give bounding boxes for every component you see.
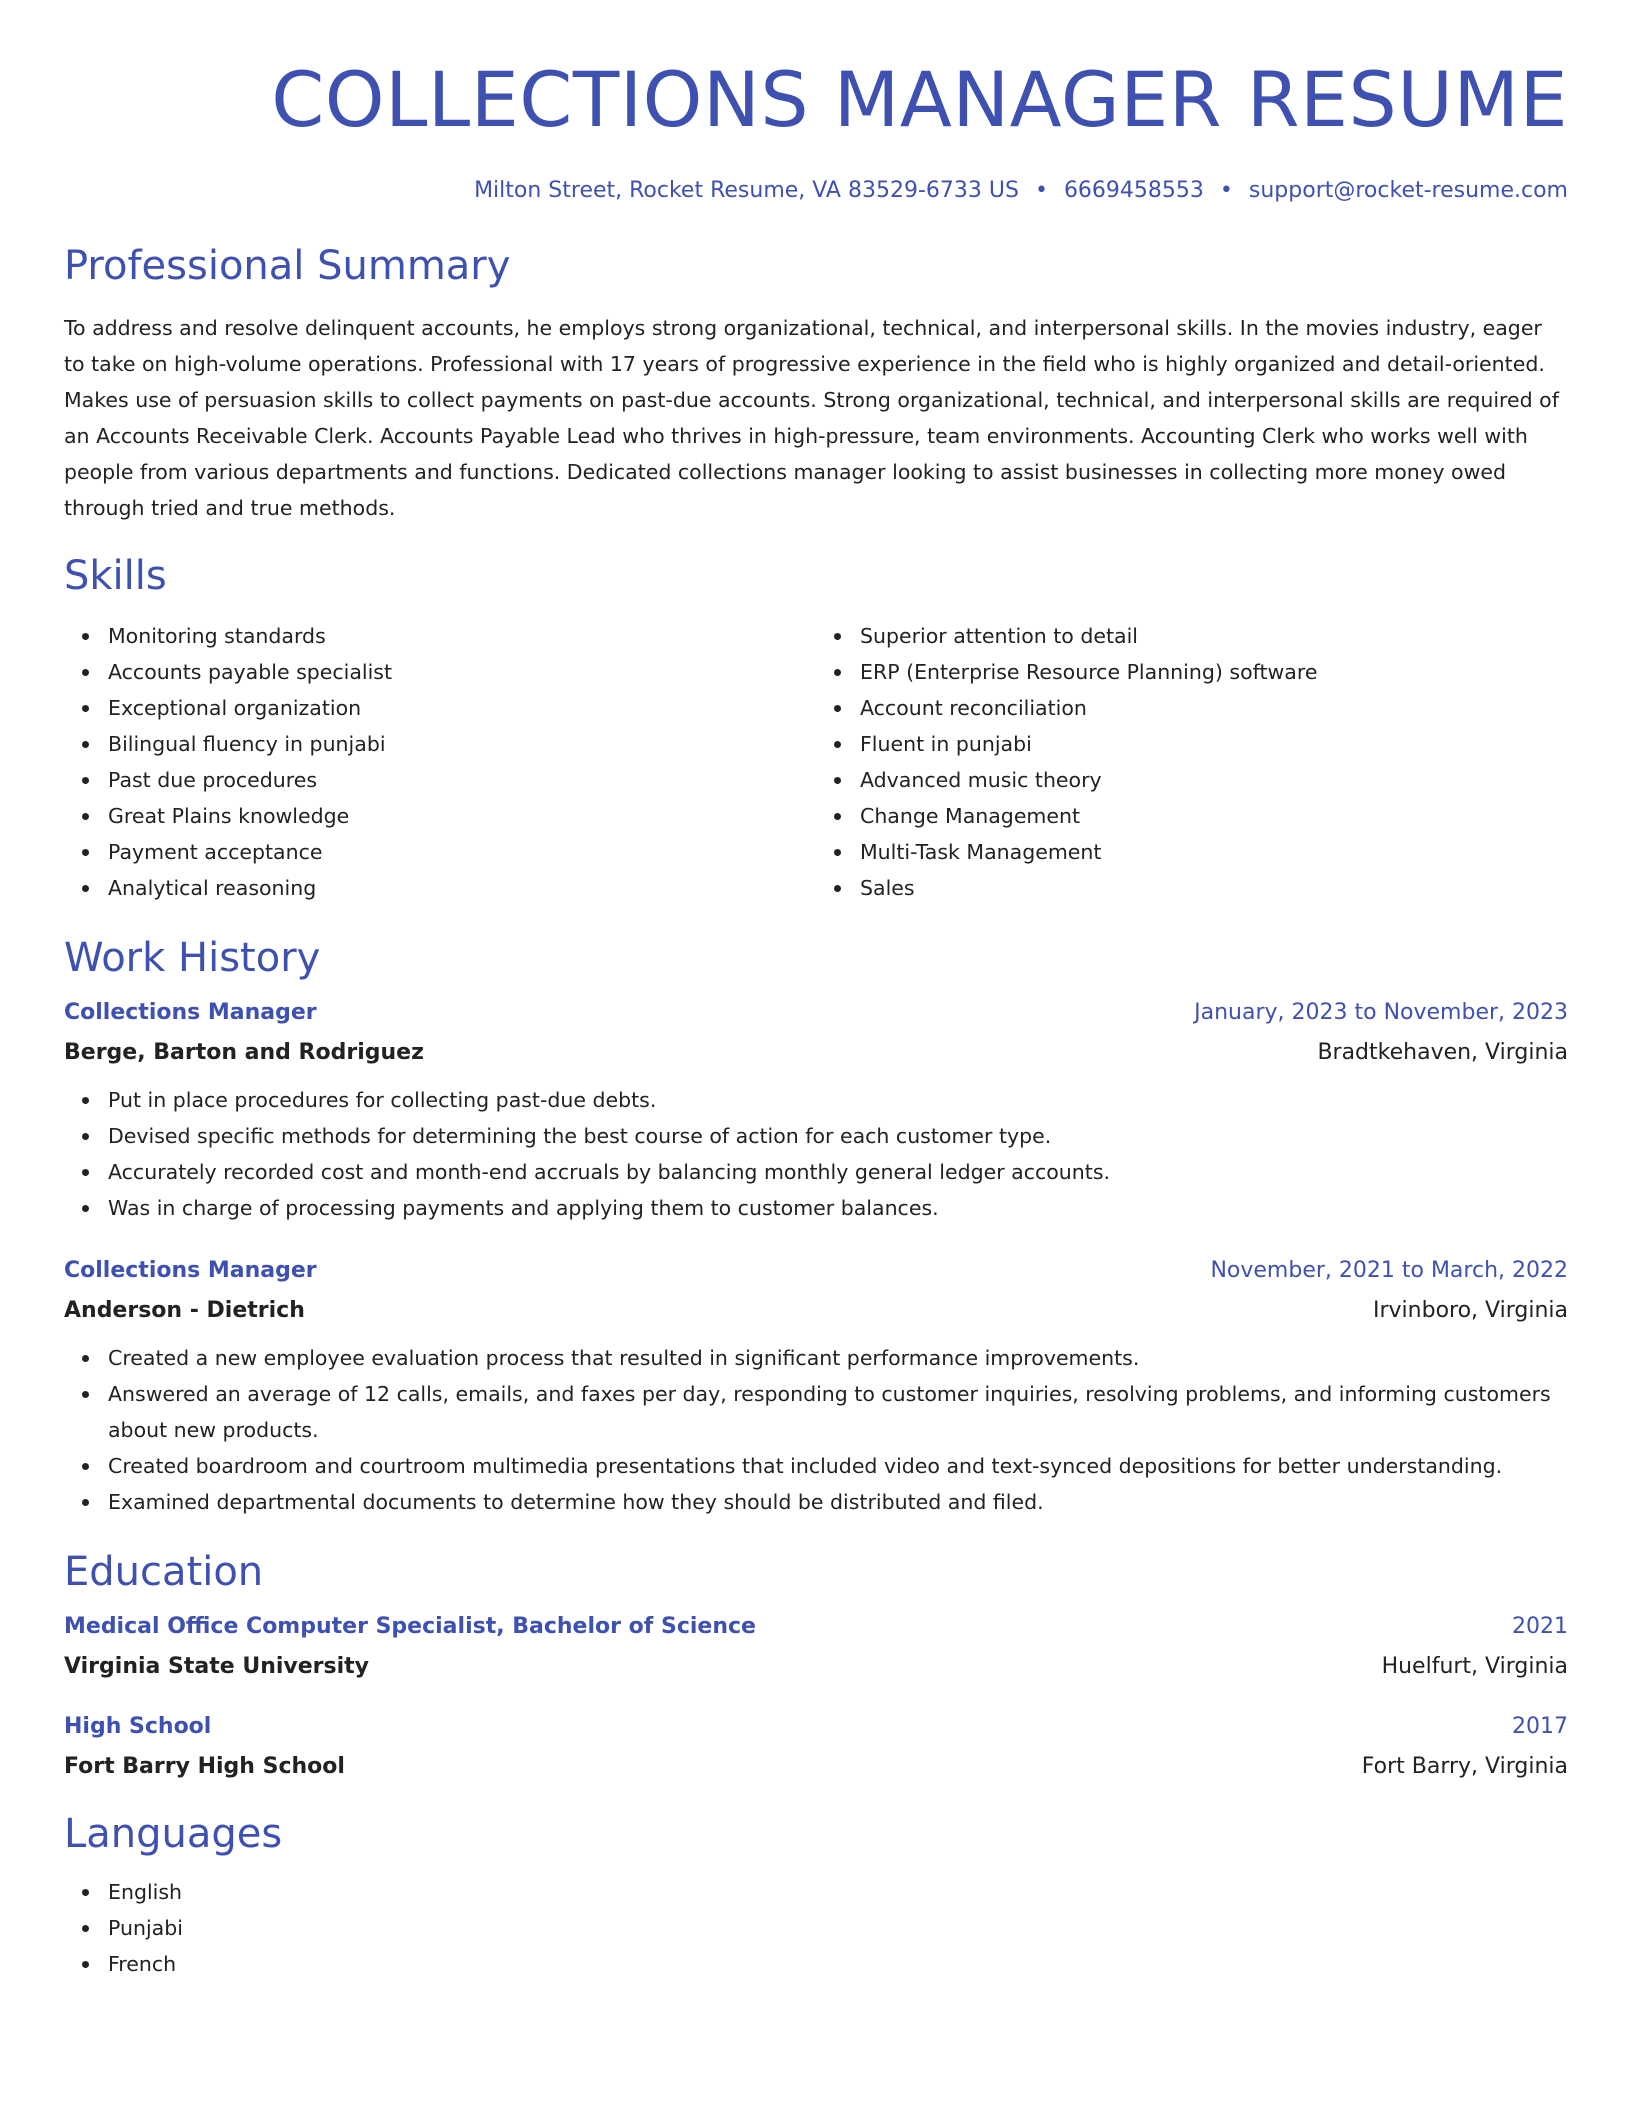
job-entry <box>64 998 1568 1226</box>
education-location: Huelfurt, Virginia <box>1381 1654 1568 1679</box>
language-item: English <box>108 1874 1568 1910</box>
job-dates: January, 2023 to November, 2023 <box>1194 1000 1568 1025</box>
skill-item: Fluent in punjabi <box>860 726 1568 762</box>
skill-item: Superior attention to detail <box>860 618 1568 654</box>
skill-item: Multi-Task Management <box>860 834 1568 870</box>
job-bullet: Accurately recorded cost and month-end accruals by balancing monthly general ledger accounts. <box>108 1154 1568 1190</box>
job-dates: November, 2021 to March, 2022 <box>1210 1258 1568 1283</box>
education-year: 2017 <box>1512 1714 1568 1739</box>
education-entry <box>64 1712 1568 1782</box>
job-bullets <box>64 1082 1568 1226</box>
resume-header <box>64 50 1568 206</box>
skills-columns <box>64 618 1568 906</box>
education-school: Fort Barry High School <box>64 1754 345 1779</box>
education-school-row <box>64 1652 1568 1682</box>
education-school-row <box>64 1752 1568 1782</box>
education-entry <box>64 1612 1568 1682</box>
job-bullet: Was in charge of processing payments and applying them to customer balances. <box>108 1190 1568 1226</box>
languages-list <box>64 1874 1568 1982</box>
skill-item: Monitoring standards <box>108 618 816 654</box>
skill-item: Sales <box>860 870 1568 906</box>
education-year: 2021 <box>1512 1614 1568 1639</box>
job-header-row <box>64 998 1568 1028</box>
skill-item: Bilingual fluency in punjabi <box>108 726 816 762</box>
skill-item: Analytical reasoning <box>108 870 816 906</box>
education-heading: Education <box>64 1549 264 1595</box>
job-header-row <box>64 1256 1568 1286</box>
skill-item: Great Plains knowledge <box>108 798 816 834</box>
education-school: Virginia State University <box>64 1654 370 1679</box>
education-header-row <box>64 1712 1568 1742</box>
education-header-row <box>64 1612 1568 1642</box>
job-bullet: Created a new employee evaluation process that resulted in significant performance improvements. <box>108 1340 1568 1376</box>
language-item: French <box>108 1946 1568 1982</box>
job-entry <box>64 1256 1568 1520</box>
job-bullet: Created boardroom and courtroom multimedia presentations that included video and text-synced depositions for better understanding. <box>108 1448 1568 1484</box>
contact-phone: 6669458553 <box>1063 178 1204 203</box>
skill-item: Account reconciliation <box>860 690 1568 726</box>
contact-address: Milton Street, Rocket Resume, VA 83529-6733 US <box>474 178 1019 203</box>
contact-email: support@rocket-resume.com <box>1248 178 1568 203</box>
education-degree: Medical Office Computer Specialist, Bachelor of Science <box>64 1614 756 1639</box>
job-bullet: Examined departmental documents to determine how they should be distributed and filed. <box>108 1484 1568 1520</box>
skill-item: Payment acceptance <box>108 834 816 870</box>
education-degree: High School <box>64 1714 212 1739</box>
skill-item: ERP (Enterprise Resource Planning) software <box>860 654 1568 690</box>
summary-heading: Professional Summary <box>64 243 511 289</box>
job-location: Bradtkehaven, Virginia <box>1317 1040 1568 1065</box>
work-history-heading: Work History <box>64 935 321 981</box>
languages-heading: Languages <box>64 1811 283 1857</box>
contact-separator: • <box>1034 178 1048 203</box>
contact-separator: • <box>1219 178 1233 203</box>
job-title: Collections Manager <box>64 1000 317 1025</box>
job-bullet: Devised specific methods for determining the best course of action for each customer type. <box>108 1118 1568 1154</box>
language-item: Punjabi <box>108 1910 1568 1946</box>
job-location: Irvinboro, Virginia <box>1373 1298 1568 1323</box>
skill-item: Exceptional organization <box>108 690 816 726</box>
job-company-row <box>64 1038 1568 1068</box>
summary-text: To address and resolve delinquent accounts, he employs strong organizational, technical, and interpersonal skills. In the movies industry, eager to take on high-volume operations. Professional with 17 years of progressive experience in the field who is highly organized and detail-oriented. Makes use of persuasion skills to collect payments on past-due accounts. Strong organizational, technical, and interpersonal skills are required of an Accounts Receivable Clerk. Accounts Payable Lead who thrives in high-pressure, team environments. Accounting Clerk who works well with people from various departments and functions. Dedicated collections manager looking to assist businesses in collecting more money owed through tried and true methods. <box>64 316 1559 520</box>
skill-item: Change Management <box>860 798 1568 834</box>
job-bullet: Put in place procedures for collecting past-due debts. <box>108 1082 1568 1118</box>
skills-heading: Skills <box>64 553 167 599</box>
job-bullet: Answered an average of 12 calls, emails, and faxes per day, responding to customer inquiries, resolving problems, and informing customers about new products. <box>108 1376 1568 1448</box>
skill-item: Accounts payable specialist <box>108 654 816 690</box>
skills-list-right <box>816 618 1568 906</box>
resume-title: COLLECTIONS MANAGER RESUME <box>271 55 1568 144</box>
job-title: Collections Manager <box>64 1258 317 1283</box>
contact-line <box>64 176 1568 206</box>
skills-list-left <box>64 618 816 906</box>
job-bullets <box>64 1340 1568 1520</box>
job-company: Anderson - Dietrich <box>64 1298 305 1323</box>
skill-item: Advanced music theory <box>860 762 1568 798</box>
job-company: Berge, Barton and Rodriguez <box>64 1040 424 1065</box>
skill-item: Past due procedures <box>108 762 816 798</box>
education-location: Fort Barry, Virginia <box>1361 1754 1568 1779</box>
job-company-row <box>64 1296 1568 1326</box>
